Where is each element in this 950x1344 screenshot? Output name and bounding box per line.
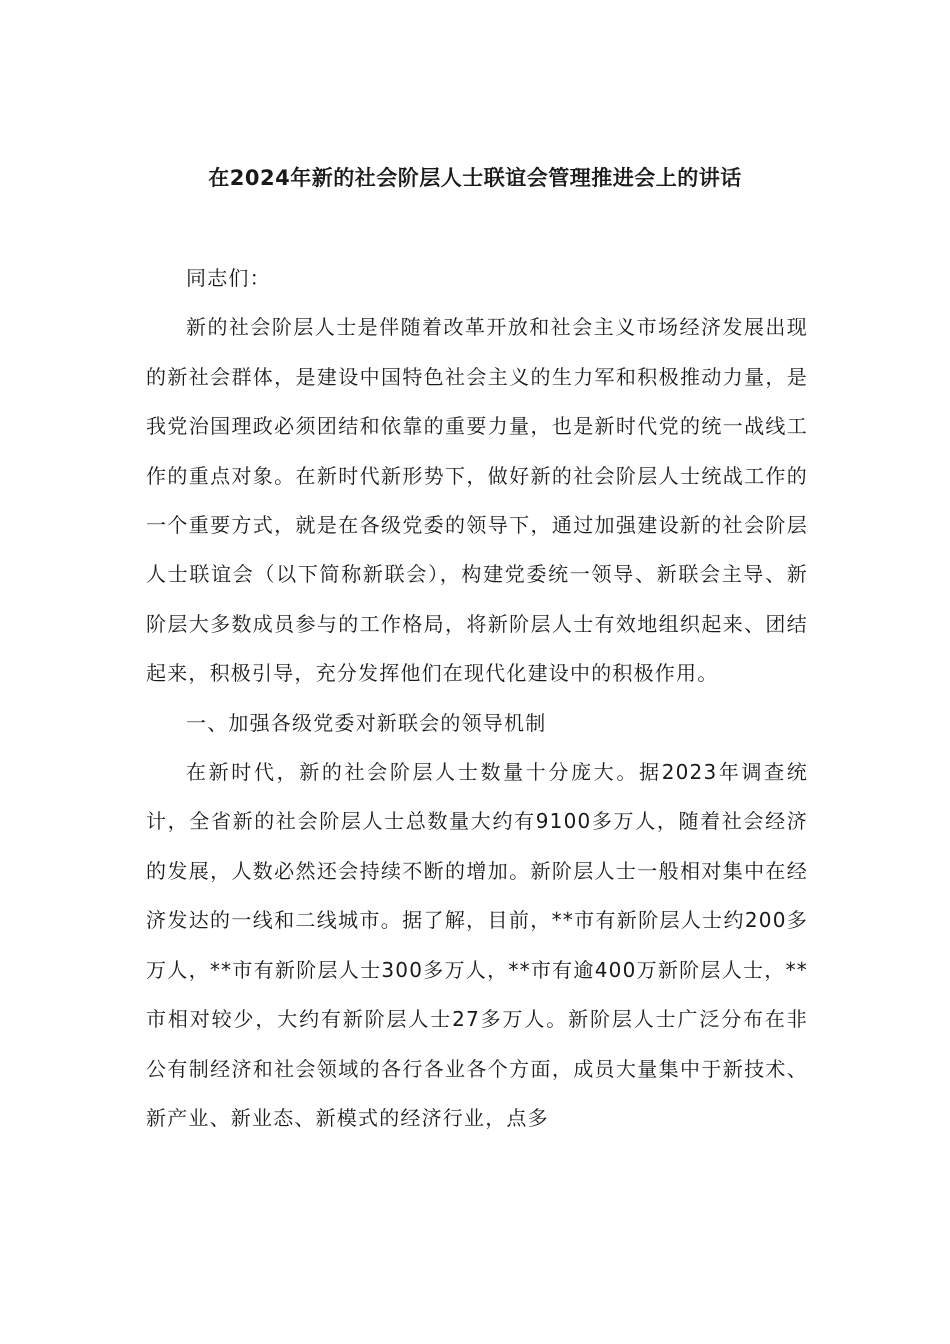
document-title: 在2024年新的社会阶层人士联谊会管理推进会上的讲话 [208,166,742,190]
section-heading: 一、加强各级党委对新联会的领导机制 [186,710,547,735]
paragraph-statistics: 在新时代，新的社会阶层人士数量十分庞大。据2023年调查统计，全省新的社会阶层人士总数量大约有9100多万人，随着社会经济的发展，人数必然还会持续不断的增加。新阶层人士一般相对集中在经济发达的一线和二线城市。据了解，目前，**市有新阶层人士约200多万人，**市有新阶层人士300多万人，**市有逾400万新阶层人士，**市相对较少，大约有新阶层人士27多万人。新阶层人士广泛分布在非公有制经济和社会领域的各行各业各个方面，成员大量集中于新技术、新产业、新业态、新模式的经济行业，点多 [146,760,808,1130]
paragraph-intro: 新的社会阶层人士是伴随着改革开放和社会主义市场经济发展出现的新社会群体，是建设中国特色社会主义的生力军和积极推动力量，是我党治国理政必须团结和依靠的重要力量，也是新时代党的统一战线工作的重点对象。在新时代新形势下，做好新的社会阶层人士统战工作的一个重要方式，就是在各级党委的领导下，通过加强建设新的社会阶层人士联谊会（以下简称新联会），构建党委统一领导、新联会主导、新阶层大多数成员参与的工作格局，将新阶层人士有效地组织起来、团结起来，积极引导，充分发挥他们在现代化建设中的积极作用。 [146,315,808,686]
salutation: 同志们： [186,266,271,290]
document-body [146,254,808,1143]
